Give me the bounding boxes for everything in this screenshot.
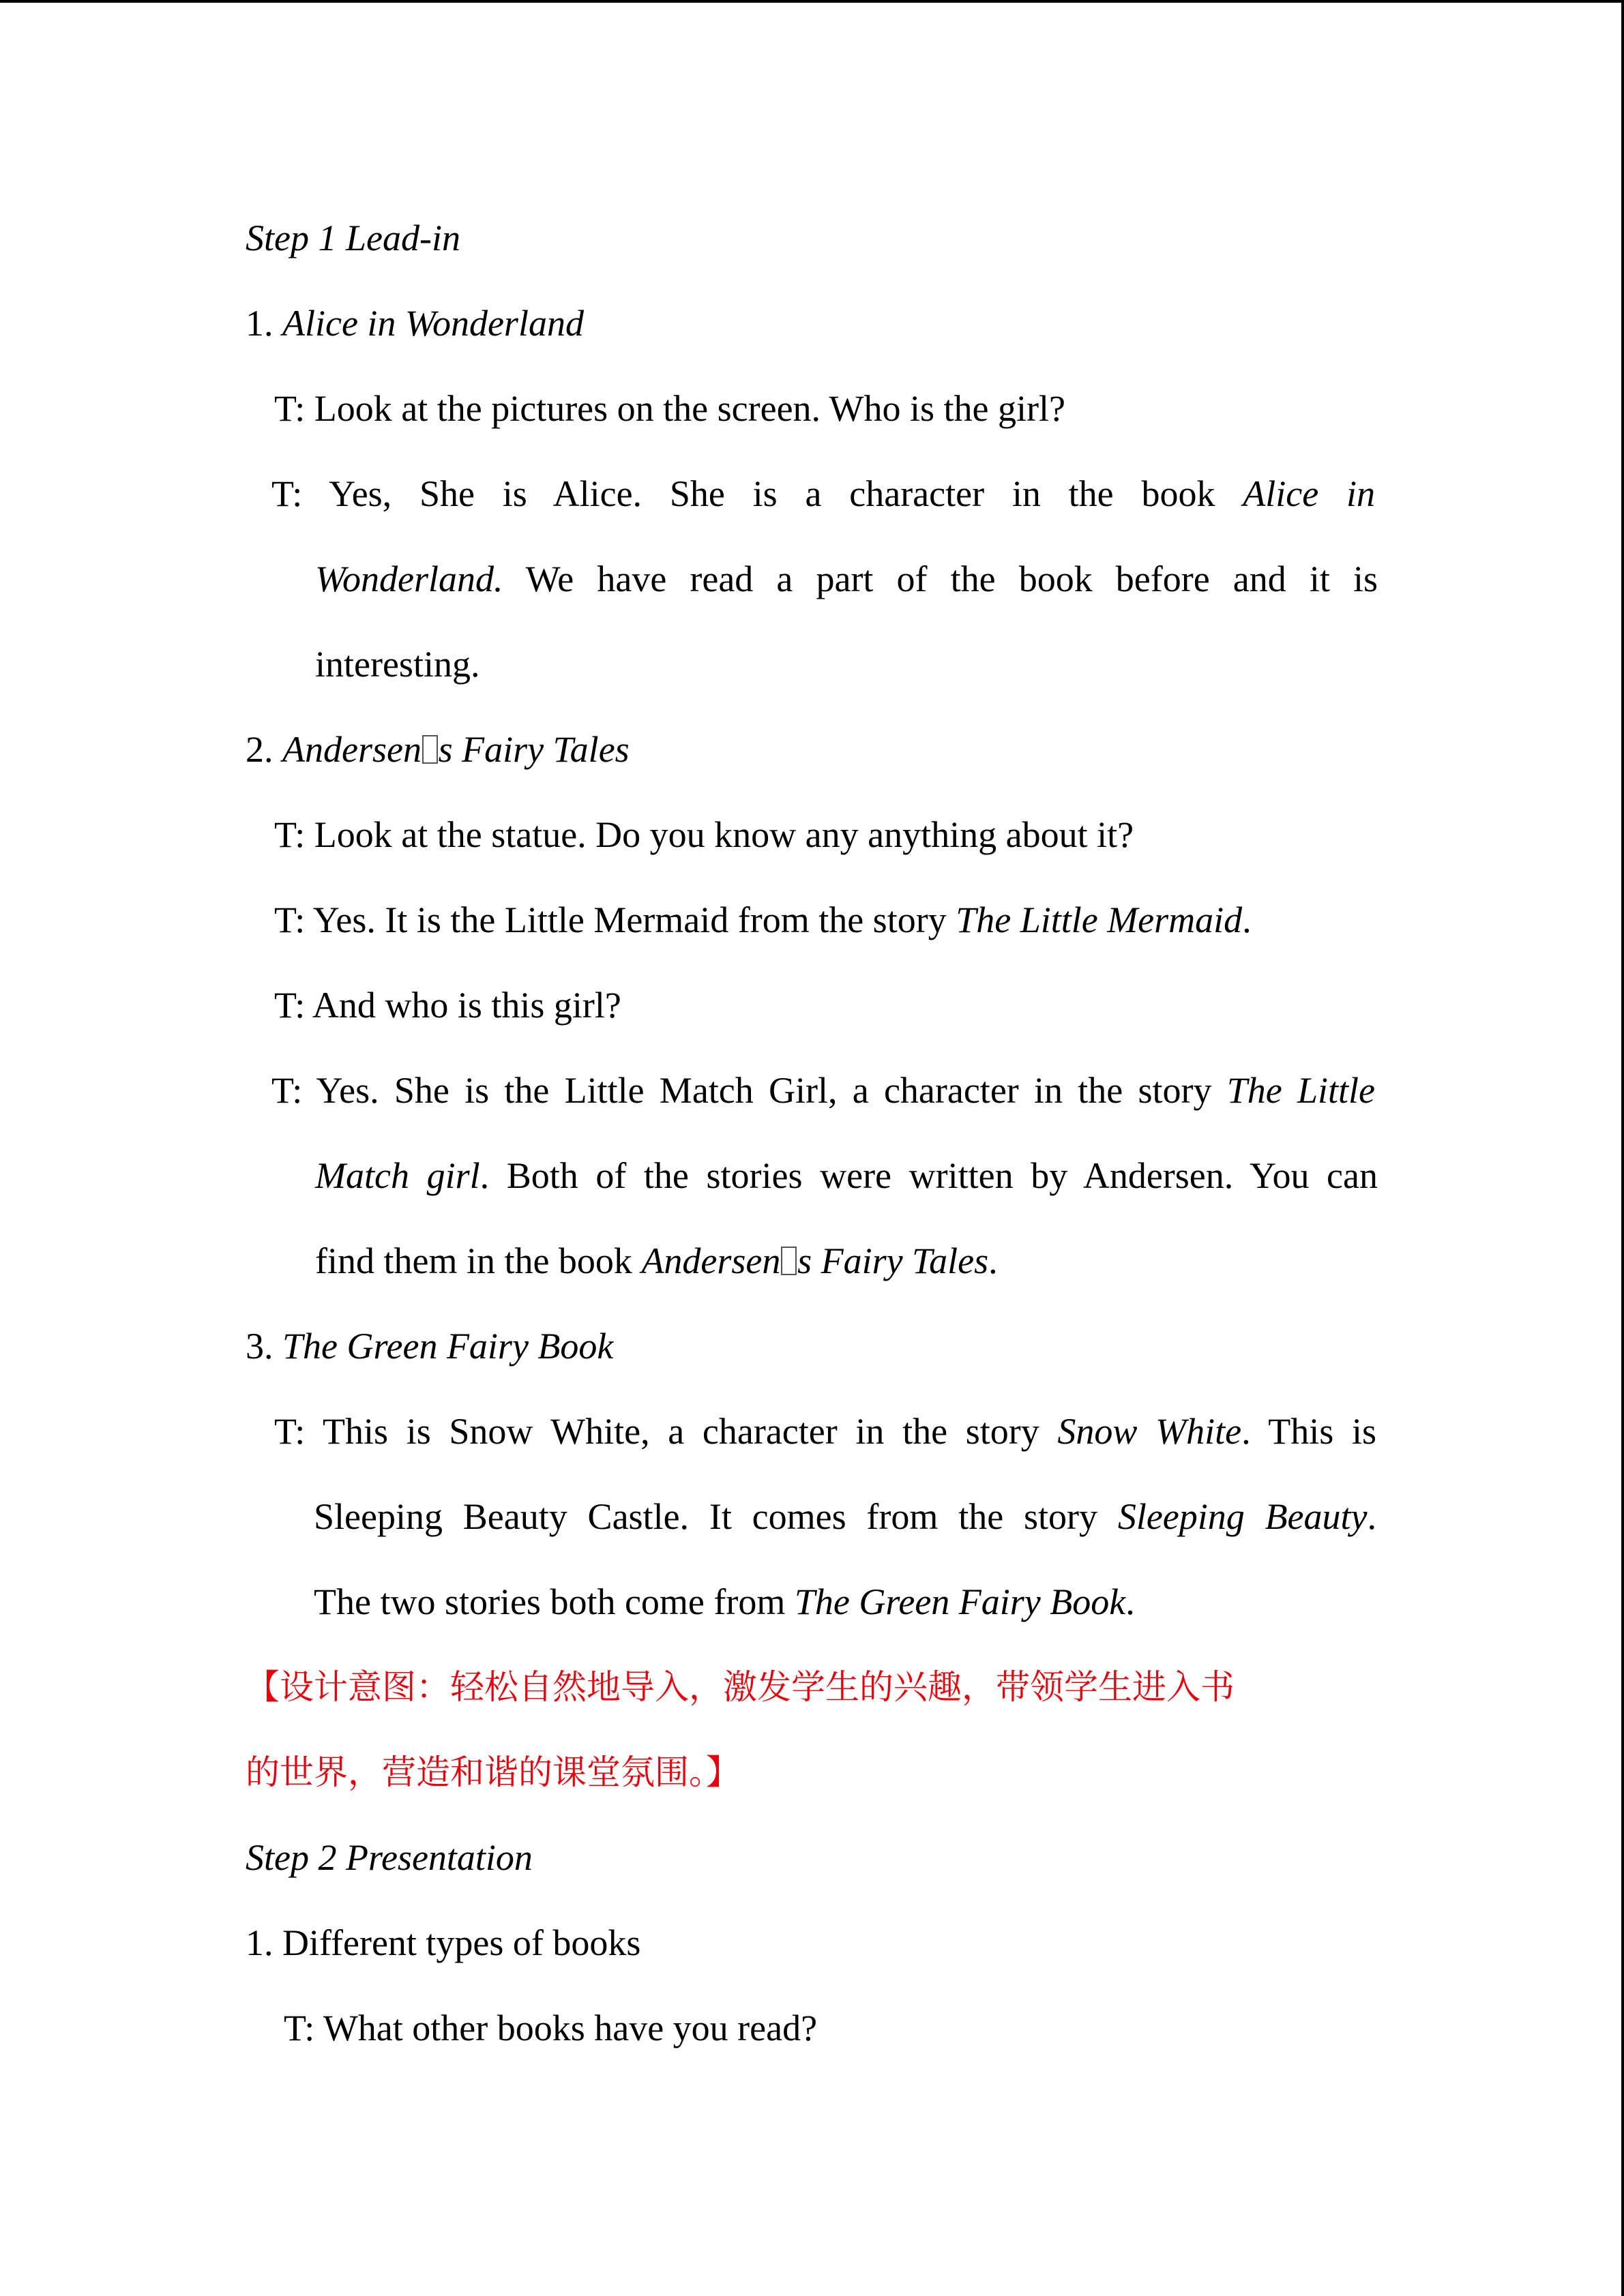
- item2-heading: [246, 731, 630, 768]
- title-part: Andersen: [282, 729, 422, 770]
- book-title: The Little Mermaid: [956, 899, 1243, 940]
- dialogue-text: T: Look at the pictures on the screen. Who is the girl?: [274, 388, 1065, 429]
- book-title: [641, 1240, 988, 1281]
- missing-glyph-icon: [422, 735, 438, 764]
- book-title: The Little: [1226, 1070, 1375, 1111]
- book-title: Wonderland.: [315, 558, 503, 599]
- punctuation: .: [988, 1240, 998, 1281]
- dialogue-line: [314, 1583, 1135, 1620]
- item1-book-title: Alice in Wonderland: [282, 303, 584, 344]
- dialogue-line: [271, 1072, 1375, 1109]
- dialogue-text: We have read a part of the book before and it is: [503, 558, 1378, 599]
- page-border-top: [0, 0, 1624, 3]
- design-note-line2: [246, 1753, 740, 1792]
- item3-number: 3.: [246, 1326, 282, 1367]
- dialogue-line: [314, 1498, 1376, 1535]
- page-border-right: [1621, 0, 1624, 2296]
- dialogue-line: [284, 2010, 817, 2046]
- step2-item1-text: 1. Different types of books: [246, 1922, 641, 1963]
- book-title: Snow White: [1057, 1411, 1242, 1452]
- dialogue-text: find them in the book: [315, 1240, 642, 1281]
- dialogue-text: interesting.: [315, 644, 480, 685]
- dialogue-line: [271, 475, 1375, 512]
- item1-heading: [246, 305, 584, 342]
- item2-book-title: [282, 729, 630, 770]
- dialogue-text: T: This is Snow White, a character in the story: [274, 1411, 1058, 1452]
- missing-glyph-icon: [781, 1247, 797, 1275]
- book-title: The Green Fairy Book: [794, 1581, 1126, 1622]
- punctuation: .: [1242, 899, 1252, 940]
- dialogue-text: T: Yes, She is Alice. She is a character in the book: [271, 473, 1243, 514]
- dialogue-line: [315, 646, 479, 683]
- dialogue-text: Sleeping Beauty Castle. It comes from the story: [314, 1496, 1118, 1537]
- dialogue-text: T: Look at the statue. Do you know any anything about it?: [274, 814, 1134, 855]
- title-part: Andersen: [641, 1240, 781, 1281]
- step2-heading: [246, 1839, 533, 1876]
- dialogue-text: The two stories both come from: [314, 1581, 795, 1622]
- dialogue-text: T: Yes. It is the Little Mermaid from the story: [274, 899, 956, 940]
- item3-book-title: The Green Fairy Book: [282, 1326, 614, 1367]
- dialogue-text: T: Yes. She is the Little Match Girl, a character in the story: [271, 1070, 1227, 1111]
- book-title: Match girl: [315, 1155, 480, 1196]
- step2-item1-heading: [246, 1924, 640, 1961]
- dialogue-line: [274, 901, 1252, 938]
- dialogue-line: [315, 558, 1378, 599]
- dialogue-line: [274, 390, 1065, 427]
- dialogue-line: [315, 1242, 998, 1279]
- item1-number: 1.: [246, 303, 282, 344]
- dialogue-text: T: What other books have you read?: [284, 2008, 818, 2048]
- step2-title: Step 2 Presentation: [246, 1837, 533, 1878]
- title-part: s Fairy Tales: [438, 729, 630, 770]
- item2-number: 2.: [246, 729, 282, 770]
- title-part: s Fairy Tales: [797, 1240, 989, 1281]
- book-title: Alice in: [1243, 473, 1375, 514]
- punctuation: .: [1367, 1496, 1376, 1537]
- dialogue-line: [274, 816, 1134, 853]
- dialogue-line: [274, 1413, 1376, 1450]
- design-note-text: 【设计意图：轻松自然地导入，激发学生的兴趣，带领学生进入书: [246, 1667, 1235, 1707]
- punctuation: .: [1125, 1581, 1135, 1622]
- design-note-text: 的世界，营造和谐的课堂氛围。】: [246, 1753, 740, 1792]
- item3-heading: [246, 1328, 613, 1365]
- dialogue-text: . This is: [1241, 1411, 1377, 1452]
- dialogue-line: [315, 1157, 1378, 1194]
- step1-title: Step 1 Lead-in: [246, 218, 460, 258]
- dialogue-line: [274, 987, 621, 1024]
- design-note-line1: [246, 1667, 1235, 1707]
- dialogue-text: T: And who is this girl?: [274, 985, 621, 1026]
- book-title: Sleeping Beauty: [1117, 1496, 1368, 1537]
- dialogue-text: . Both of the stories were written by Andersen. You can: [479, 1155, 1378, 1196]
- step1-heading: [246, 220, 460, 256]
